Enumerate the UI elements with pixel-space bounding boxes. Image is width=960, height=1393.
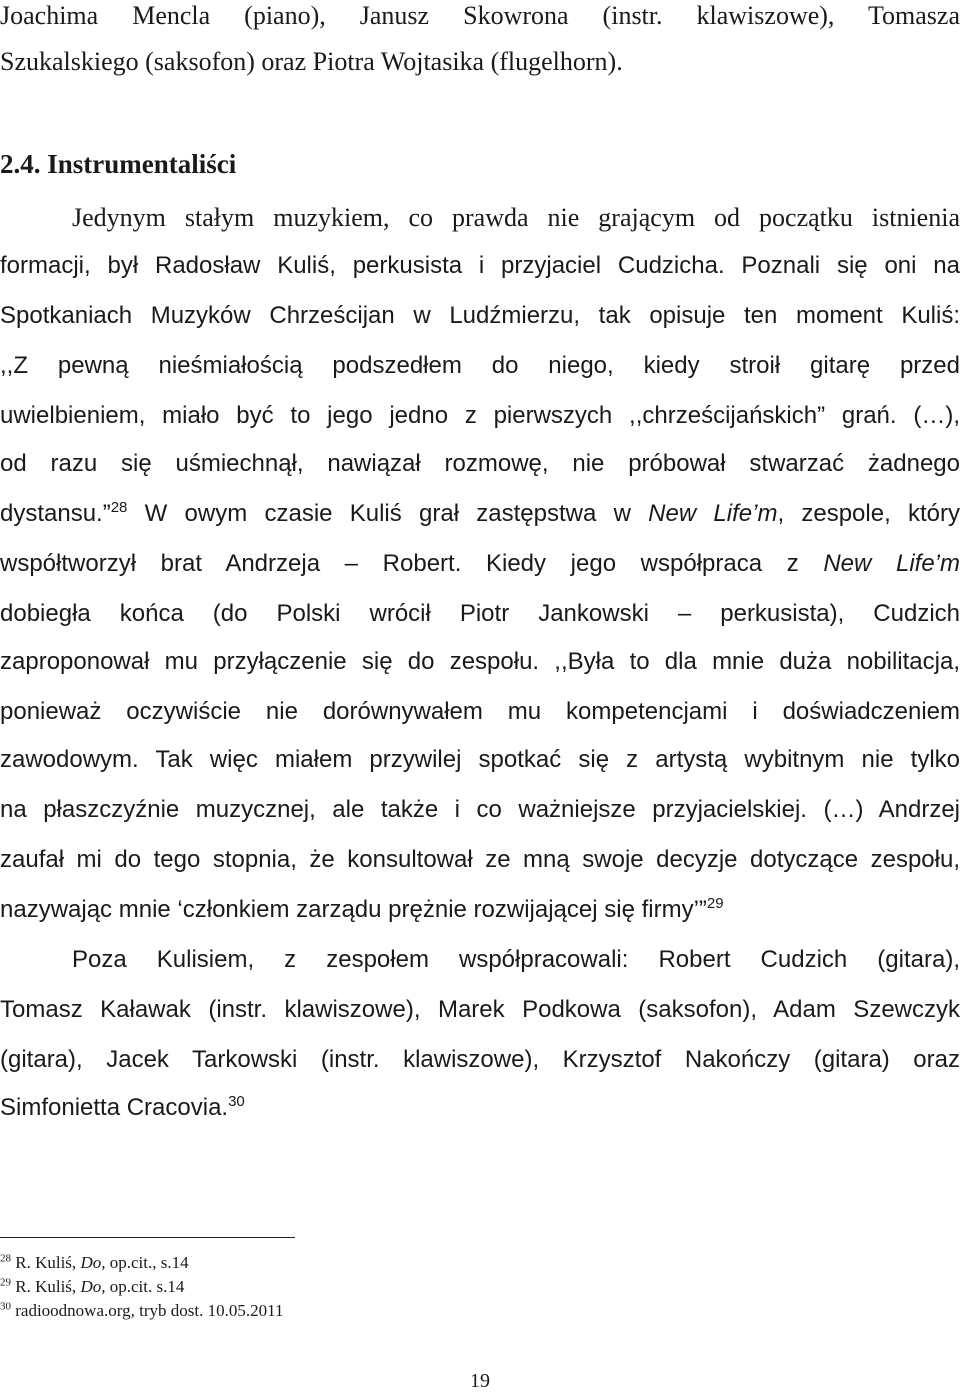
section-title: Instrumentaliści <box>47 149 237 179</box>
band-name-italic: New Life’m <box>823 550 960 577</box>
para1-line-4: ,,Z pewną nieśmiałością podszedłem do niego, kiedy stroił gitarę przed <box>0 352 960 379</box>
footnote-number: 29 <box>0 1276 11 1289</box>
section-number: 2.4. <box>0 149 41 179</box>
footnote-29 <box>0 1277 184 1297</box>
band-name-italic: New Life’m <box>648 500 778 527</box>
footnote-italic: Do <box>80 1277 102 1296</box>
para1-line-8 <box>0 548 960 580</box>
para1-line-7-c: , zespole, który <box>777 500 960 527</box>
footnote-ref-30: 30 <box>228 1093 245 1110</box>
para1-line-9: dobiegła końca (do Polski wrócił Piotr Jankowski – perkusista), Cudzich <box>0 600 960 627</box>
para1-line-8-a: współtworzył brat Andrzeja – Robert. Kiedy jego współpraca z <box>0 550 824 577</box>
para2-line-4-a: Simfonietta Cracovia. <box>0 1094 229 1121</box>
para1-line-3: Spotkaniach Muzyków Chrześcijan w Ludźmierzu, tak opisuje ten moment Kuliś: <box>0 302 960 329</box>
footnote-ref-29: 29 <box>706 895 724 912</box>
footnote-italic: Do <box>80 1253 102 1272</box>
footnote-text: R. Kuliś, <box>15 1253 81 1272</box>
para1-line-2: formacji, był Radosław Kuliś, perkusista i przyjaciel Cudzicha. Poznali się oni na <box>0 252 960 279</box>
para1-line-5: uwielbieniem, miało być to jego jedno z pierwszych ,,chrześcijańskich” grań. (…), <box>0 402 960 429</box>
para2-line-4 <box>0 1092 960 1124</box>
para1-line-7-b: W owym czasie Kuliś grał zastępstwa w <box>127 500 649 527</box>
para1-line-12: zawodowym. Tak więc miałem przywilej spotkać się z artystą wybitnym nie tylko <box>0 746 960 773</box>
footnote-text: R. Kuliś, <box>15 1277 81 1296</box>
para1-line-10: zaproponował mu przyłączenie się do zespołu. ,,Była to dla mnie duża nobilitacja, <box>0 648 960 675</box>
section-heading <box>0 146 236 182</box>
footnote-text-post: , op.cit. s.14 <box>101 1277 185 1296</box>
para1-line-7-a: dystansu.” <box>0 500 111 527</box>
footnote-ref-28: 28 <box>110 499 128 516</box>
footnote-text-post: , op.cit., s.14 <box>101 1253 189 1272</box>
footnote-text: radioodnowa.org, tryb dost. 10.05.2011 <box>15 1301 284 1320</box>
footnote-30 <box>0 1301 283 1321</box>
page-number: 19 <box>470 1370 490 1392</box>
footnote-separator <box>0 1237 295 1238</box>
para1-line-15 <box>0 894 960 926</box>
para1-line-14: zaufał mi do tego stopnia, że konsultował ze mną swoje decyzje dotyczące zespołu, <box>0 846 960 873</box>
para1-line-13: na płaszczyźnie muzycznej, ale także i co ważniejsze przyjacielskiej. (…) Andrzej <box>0 796 960 823</box>
para1-line-7 <box>0 498 960 530</box>
intro-line-2: Szukalskiego (saksofon) oraz Piotra Wojtasika (flugelhorn). <box>0 47 623 76</box>
para1-line-11: ponieważ oczywiście nie dorównywałem mu kompetencjami i doświadczeniem <box>0 698 960 725</box>
para1-line-6: od razu się uśmiechnął, nawiązał rozmowę, nie próbował stwarzać żadnego <box>0 450 960 477</box>
footnote-number: 30 <box>0 1300 11 1313</box>
para2-line-1: Poza Kulisiem, z zespołem współpracowali: Robert Cudzich (gitara), <box>72 946 960 973</box>
intro-line-1: Joachima Mencla (piano), Janusz Skowrona (instr. klawiszowe), Tomasza <box>0 1 960 30</box>
para2-line-3: (gitara), Jacek Tarkowski (instr. klawiszowe), Krzysztof Nakończy (gitara) oraz <box>0 1046 960 1073</box>
para1-line-1: Jedynym stałym muzykiem, co prawda nie grającym od początku istnienia <box>72 203 960 232</box>
para1-line-15-a: nazywając mnie ‘członkiem zarządu prężnie rozwijającej się firmy’” <box>0 896 707 923</box>
para2-line-2: Tomasz Kaławak (instr. klawiszowe), Marek Podkowa (saksofon), Adam Szewczyk <box>0 996 960 1023</box>
footnote-28 <box>0 1253 189 1273</box>
footnote-number: 28 <box>0 1252 11 1265</box>
